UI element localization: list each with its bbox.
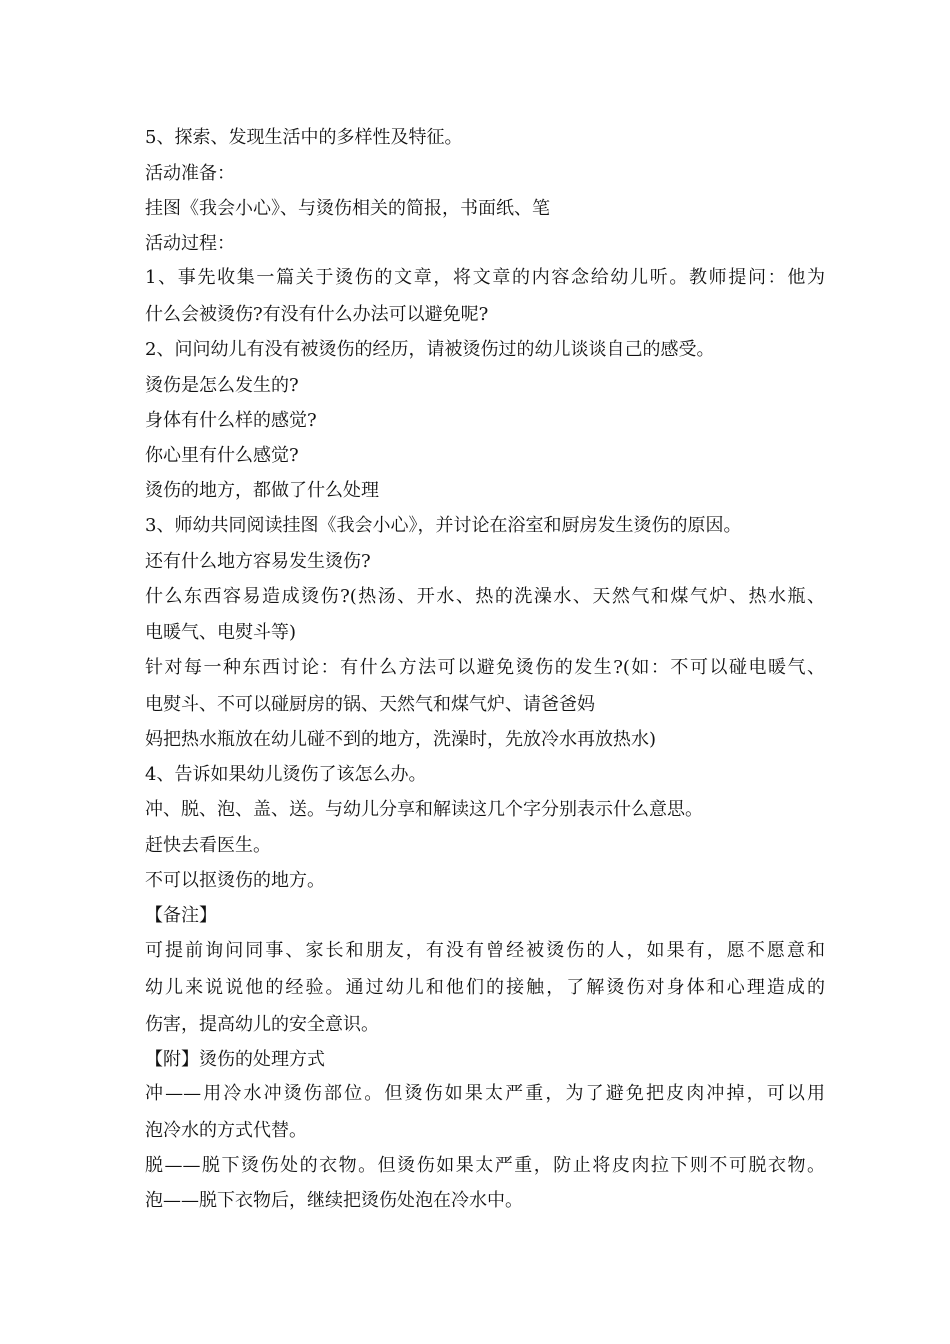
question-treatment: 烫伤的地方，都做了什么处理 bbox=[145, 480, 379, 501]
do-not-pick-text: 不可以抠烫伤的地方。 bbox=[145, 870, 325, 891]
question-how-burn-happened: 烫伤是怎么发生的? bbox=[145, 375, 299, 396]
rinse-method-line-1: 冲——用冷水冲烫伤部位。但烫伤如果太严重，为了避免把皮肉冲掉，可以用 bbox=[145, 1083, 825, 1104]
discussion-line-3: 妈把热水瓶放在幼儿碰不到的地方，洗澡时，先放冷水再放热水) bbox=[145, 729, 657, 750]
five-words-text: 冲、脱、泡、盖、送。与幼儿分享和解读这几个字分别表示什么意思。 bbox=[145, 799, 703, 820]
objective-5-text: 5、探索、发现生活中的多样性及特征。 bbox=[145, 127, 463, 148]
step-1-text-line-2: 什么会被烫伤?有没有什么办法可以避免呢? bbox=[145, 304, 489, 325]
question-objects-line-2: 电暖气、电熨斗等) bbox=[145, 622, 297, 643]
soak-method-text: 泡——脱下衣物后，继续把烫伤处泡在冷水中。 bbox=[145, 1190, 523, 1211]
question-body-feeling: 身体有什么样的感觉? bbox=[145, 410, 317, 431]
step-2-text: 2、问问幼儿有没有被烫伤的经历，请被烫伤过的幼儿谈谈自己的感受。 bbox=[145, 339, 715, 360]
question-objects-line-1: 什么东西容易造成烫伤?(热汤、开水、热的洗澡水、天然气和煤气炉、热水瓶、 bbox=[145, 586, 825, 607]
notes-heading: 【备注】 bbox=[145, 905, 217, 926]
remove-method-text: 脱——脱下烫伤处的衣物。但烫伤如果太严重，防止将皮肉拉下则不可脱衣物。 bbox=[145, 1155, 825, 1176]
notes-line-1: 可提前询问同事、家长和朋友，有没有曾经被烫伤的人，如果有，愿不愿意和 bbox=[145, 940, 825, 961]
notes-line-2: 幼儿来说说他的经验。通过幼儿和他们的接触，了解烫伤对身体和心理造成的 bbox=[145, 977, 825, 998]
appendix-heading: 【附】烫伤的处理方式 bbox=[145, 1049, 325, 1070]
preparation-materials-text: 挂图《我会小心》、与烫伤相关的简报，书面纸、笔 bbox=[145, 198, 550, 219]
preparation-heading: 活动准备： bbox=[145, 163, 235, 184]
step-4-text: 4、告诉如果幼儿烫伤了该怎么办。 bbox=[145, 764, 427, 785]
question-heart-feeling: 你心里有什么感觉? bbox=[145, 445, 299, 466]
rinse-method-line-2: 泡冷水的方式代替。 bbox=[145, 1120, 307, 1141]
step-3-text: 3、师幼共同阅读挂图《我会小心》，并讨论在浴室和厨房发生烫伤的原因。 bbox=[145, 515, 742, 536]
discussion-line-2: 电熨斗、不可以碰厨房的锅、天然气和煤气炉、请爸爸妈 bbox=[145, 694, 595, 715]
step-1-text-line-1: 1、事先收集一篇关于烫伤的文章，将文章的内容念给幼儿听。教师提问：他为 bbox=[145, 267, 825, 288]
question-other-places: 还有什么地方容易发生烫伤? bbox=[145, 551, 371, 572]
discussion-line-1: 针对每一种东西讨论：有什么方法可以避免烫伤的发生?(如：不可以碰电暖气、 bbox=[145, 657, 825, 678]
notes-line-3: 伤害，提高幼儿的安全意识。 bbox=[145, 1014, 379, 1035]
see-doctor-text: 赶快去看医生。 bbox=[145, 835, 271, 856]
process-heading: 活动过程： bbox=[145, 233, 235, 254]
